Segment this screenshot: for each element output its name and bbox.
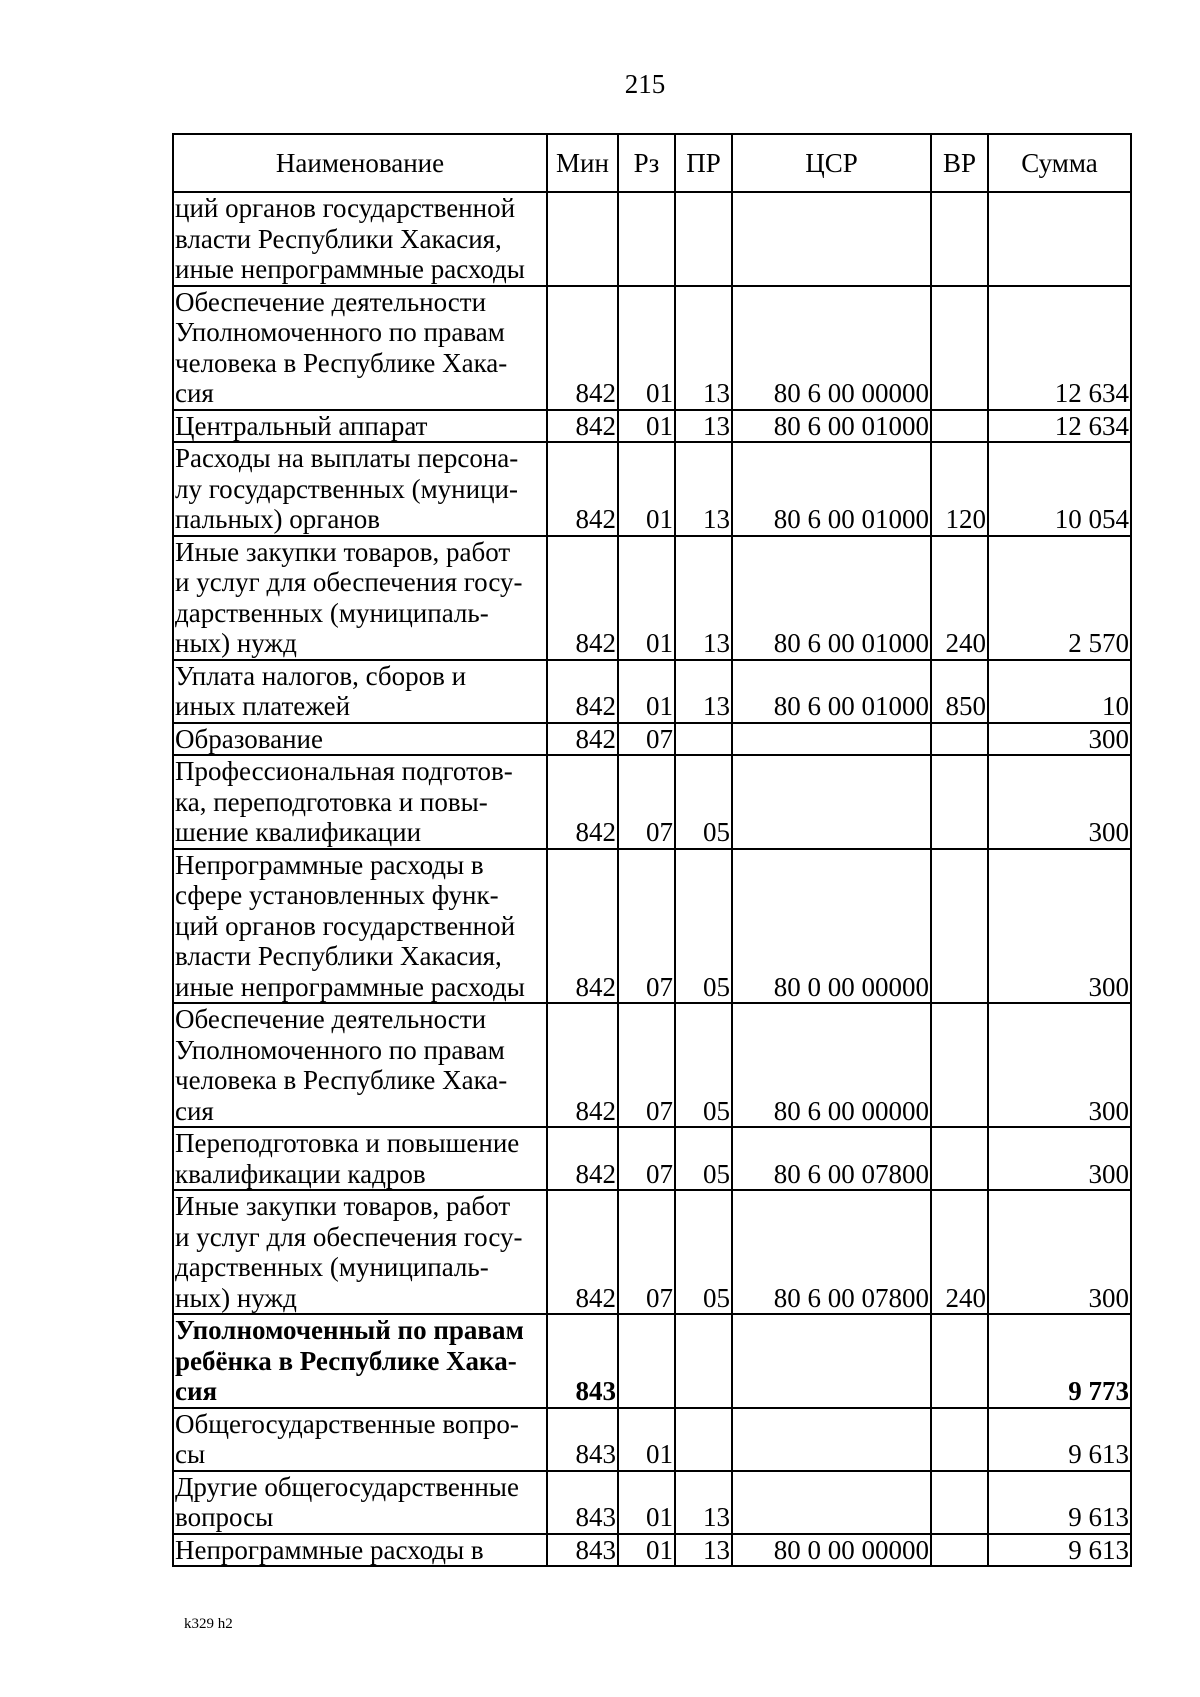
cell-rz: 01 (618, 660, 675, 723)
cell-name: ций органов государственной власти Республики Хакасия, иные непрограммные расходы (173, 192, 547, 286)
cell-pr: 05 (675, 1003, 732, 1127)
cell-min: 843 (547, 1534, 618, 1567)
table-row (173, 410, 1131, 443)
header-name: Наименование (173, 134, 547, 192)
cell-min: 842 (547, 1190, 618, 1314)
cell-csr: 80 6 00 07800 (732, 1190, 931, 1314)
cell-csr: 80 6 00 01000 (732, 660, 931, 723)
cell-rz: 07 (618, 1190, 675, 1314)
cell-csr: 80 6 00 07800 (732, 1127, 931, 1190)
cell-csr: 80 6 00 01000 (732, 442, 931, 536)
cell-name: Профессиональная подготов- ка, переподготовка и повы- шение квалификации (173, 755, 547, 849)
cell-sum: 12 634 (988, 410, 1131, 443)
cell-rz: 01 (618, 286, 675, 410)
footer-code: k329 h2 (184, 1616, 233, 1632)
cell-csr (732, 755, 931, 849)
cell-name: Переподготовка и повышение квалификации кадров (173, 1127, 547, 1190)
table-row (173, 286, 1131, 410)
cell-pr: 05 (675, 849, 732, 1004)
cell-rz: 01 (618, 1471, 675, 1534)
cell-name: Непрограммные расходы в (173, 1534, 547, 1567)
cell-rz: 07 (618, 723, 675, 756)
cell-min: 842 (547, 1127, 618, 1190)
table-row (173, 536, 1131, 660)
cell-vr (931, 755, 988, 849)
cell-min: 842 (547, 410, 618, 443)
header-vr: ВР (931, 134, 988, 192)
cell-sum: 2 570 (988, 536, 1131, 660)
cell-name: Уплата налогов, сборов и иных платежей (173, 660, 547, 723)
cell-vr (931, 286, 988, 410)
cell-sum: 10 (988, 660, 1131, 723)
cell-name: Иные закупки товаров, работ и услуг для обеспечения госу- дарственных (муниципаль- ных) нужд (173, 536, 547, 660)
cell-name: Другие общегосударственные вопросы (173, 1471, 547, 1534)
cell-csr: 80 6 00 00000 (732, 286, 931, 410)
table-row (173, 849, 1131, 1004)
cell-pr: 13 (675, 1471, 732, 1534)
cell-csr: 80 6 00 01000 (732, 536, 931, 660)
cell-vr (931, 1314, 988, 1408)
cell-rz: 01 (618, 536, 675, 660)
cell-min: 842 (547, 1003, 618, 1127)
cell-pr: 13 (675, 660, 732, 723)
table-body (173, 192, 1131, 1566)
cell-min: 843 (547, 1314, 618, 1408)
cell-vr: 850 (931, 660, 988, 723)
cell-rz (618, 1314, 675, 1408)
cell-pr: 05 (675, 755, 732, 849)
cell-name: Расходы на выплаты персона- лу государственных (муници- пальных) органов (173, 442, 547, 536)
cell-csr: 80 0 00 00000 (732, 1534, 931, 1567)
cell-rz: 07 (618, 755, 675, 849)
table-row (173, 192, 1131, 286)
table-row (173, 442, 1131, 536)
cell-pr: 13 (675, 442, 732, 536)
cell-sum: 10 054 (988, 442, 1131, 536)
cell-name: Обеспечение деятельности Уполномоченного по правам человека в Республике Хака- сия (173, 286, 547, 410)
header-sum: Сумма (988, 134, 1131, 192)
cell-vr: 240 (931, 1190, 988, 1314)
budget-table (172, 133, 1132, 1567)
cell-min: 842 (547, 723, 618, 756)
cell-pr (675, 1408, 732, 1471)
table-row (173, 723, 1131, 756)
cell-sum: 12 634 (988, 286, 1131, 410)
cell-rz: 01 (618, 410, 675, 443)
table-row (173, 1471, 1131, 1534)
cell-name: Иные закупки товаров, работ и услуг для обеспечения госу- дарственных (муниципаль- ных) нужд (173, 1190, 547, 1314)
cell-csr: 80 6 00 00000 (732, 1003, 931, 1127)
cell-csr (732, 1408, 931, 1471)
cell-vr: 240 (931, 536, 988, 660)
cell-pr: 13 (675, 286, 732, 410)
cell-min: 842 (547, 286, 618, 410)
table-row (173, 1003, 1131, 1127)
table-row (173, 1408, 1131, 1471)
cell-vr (931, 723, 988, 756)
cell-csr (732, 723, 931, 756)
cell-sum: 300 (988, 1127, 1131, 1190)
cell-csr: 80 0 00 00000 (732, 849, 931, 1004)
cell-pr: 13 (675, 410, 732, 443)
cell-sum: 300 (988, 755, 1131, 849)
cell-sum: 300 (988, 1003, 1131, 1127)
cell-rz (618, 192, 675, 286)
cell-vr (931, 1408, 988, 1471)
cell-min: 843 (547, 1471, 618, 1534)
cell-min (547, 192, 618, 286)
header-rz: Рз (618, 134, 675, 192)
cell-min: 843 (547, 1408, 618, 1471)
cell-sum: 9 773 (988, 1314, 1131, 1408)
cell-pr (675, 1314, 732, 1408)
cell-min: 842 (547, 849, 618, 1004)
table-header-row (173, 134, 1131, 192)
table-row (173, 1127, 1131, 1190)
cell-min: 842 (547, 536, 618, 660)
cell-vr (931, 849, 988, 1004)
cell-vr (931, 1471, 988, 1534)
cell-sum: 300 (988, 723, 1131, 756)
cell-sum: 300 (988, 1190, 1131, 1314)
cell-name: Непрограммные расходы в сфере установленных функ- ций органов государственной власти Республики Хакасия, иные непрограммные расходы (173, 849, 547, 1004)
cell-sum (988, 192, 1131, 286)
cell-rz: 01 (618, 1534, 675, 1567)
cell-vr: 120 (931, 442, 988, 536)
cell-name: Обеспечение деятельности Уполномоченного по правам человека в Республике Хака- сия (173, 1003, 547, 1127)
cell-min: 842 (547, 660, 618, 723)
cell-name: Уполномоченный по правам ребёнка в Республике Хака- сия (173, 1314, 547, 1408)
table-row (173, 1190, 1131, 1314)
cell-name: Центральный аппарат (173, 410, 547, 443)
cell-pr: 13 (675, 536, 732, 660)
cell-csr: 80 6 00 01000 (732, 410, 931, 443)
table-row (173, 1314, 1131, 1408)
cell-rz: 01 (618, 442, 675, 536)
cell-sum: 9 613 (988, 1534, 1131, 1567)
cell-vr (931, 1534, 988, 1567)
cell-rz: 07 (618, 849, 675, 1004)
header-pr: ПР (675, 134, 732, 192)
cell-vr (931, 192, 988, 286)
cell-rz: 01 (618, 1408, 675, 1471)
cell-rz: 07 (618, 1127, 675, 1190)
cell-pr (675, 192, 732, 286)
cell-pr: 05 (675, 1127, 732, 1190)
cell-name: Общегосударственные вопро- сы (173, 1408, 547, 1471)
cell-vr (931, 1127, 988, 1190)
cell-pr (675, 723, 732, 756)
cell-pr: 13 (675, 1534, 732, 1567)
cell-sum: 9 613 (988, 1408, 1131, 1471)
cell-vr (931, 410, 988, 443)
table-row (173, 1534, 1131, 1567)
cell-vr (931, 1003, 988, 1127)
cell-min: 842 (547, 442, 618, 536)
cell-csr (732, 1471, 931, 1534)
page-number: 215 (624, 69, 666, 99)
cell-rz: 07 (618, 1003, 675, 1127)
cell-csr (732, 192, 931, 286)
cell-sum: 9 613 (988, 1471, 1131, 1534)
cell-sum: 300 (988, 849, 1131, 1004)
cell-csr (732, 1314, 931, 1408)
header-csr: ЦСР (732, 134, 931, 192)
cell-min: 842 (547, 755, 618, 849)
header-min: Мин (547, 134, 618, 192)
table-row (173, 755, 1131, 849)
table-row (173, 660, 1131, 723)
cell-pr: 05 (675, 1190, 732, 1314)
cell-name: Образование (173, 723, 547, 756)
